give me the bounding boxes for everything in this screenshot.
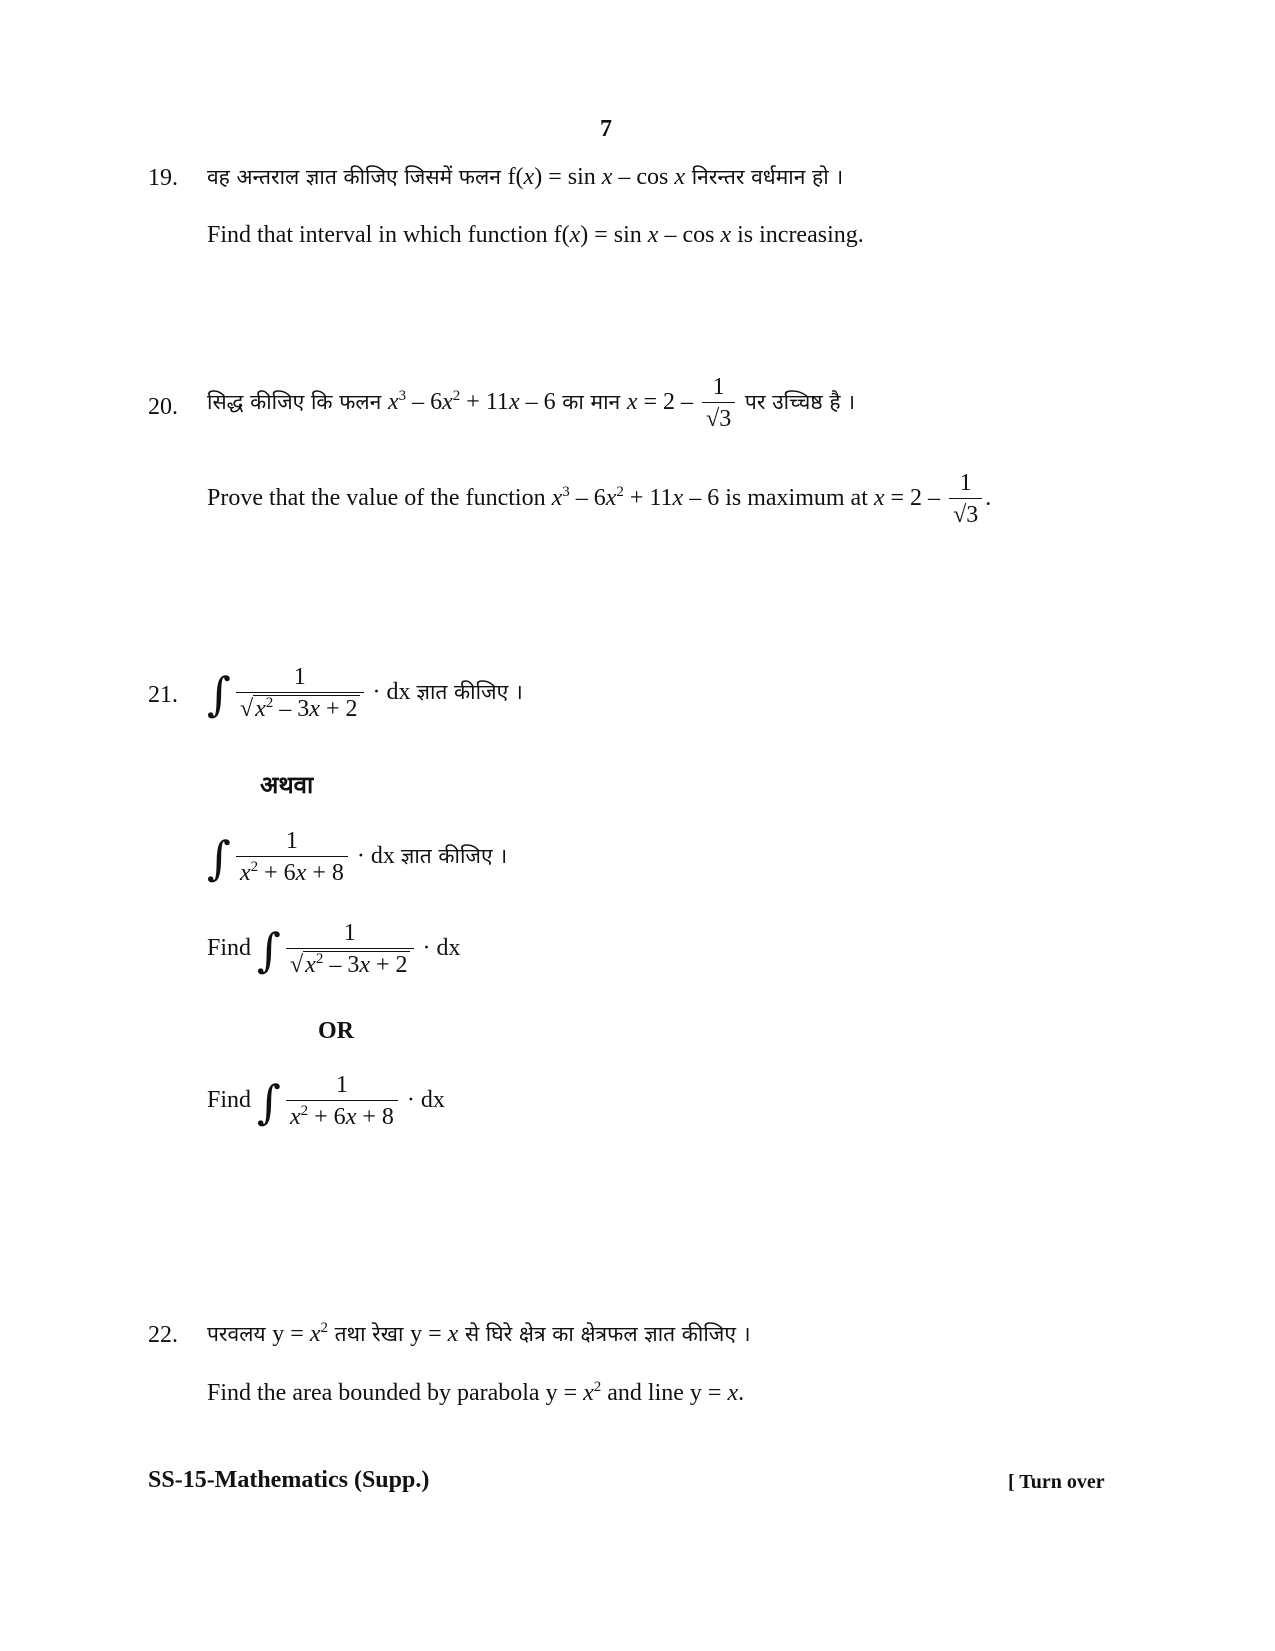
turn-over-label: [ Turn over [1008, 1471, 1105, 1493]
integral-sign-icon: ∫ [257, 922, 281, 977]
q21-integral-a-english: Find ∫ $\frac{1}{√x^2 - 3x + 2}$ · dx [207, 918, 461, 981]
q20-hindi-text: सिद्ध कीजिए कि फलन $x^3 - 6x^2 + 11x - 6$ का मान x = 2 – $\frac{1}{√3}$ पर उच्चिष्ठ है । [207, 372, 855, 435]
q21-integral-b-hindi: ∫ $\frac{1}{x^2 + 6x + 8}$ · dx ज्ञात कीजिए । [207, 826, 507, 889]
question-number-19: 19. [148, 165, 178, 191]
integral-sign-icon: ∫ [207, 830, 231, 885]
q20-fraction-english: $\frac{1}{√3}$ [949, 468, 982, 531]
paper-code: SS-15-Mathematics (Supp.) [148, 1467, 430, 1493]
or-label-english: OR [318, 1018, 354, 1044]
question-number-21: 21. [148, 682, 178, 708]
q20-english-text: Prove that the value of the function $x^3 - 6x^2 + 11x - 6$ is maximum at x = 2 – $\frac{1}{√3}$ . [207, 468, 991, 531]
q20-fraction: $\frac{1}{√3}$ [702, 372, 735, 435]
q21-integral-b-english: Find ∫ $\frac{1}{x^2 + 6x + 8}$ · dx [207, 1070, 445, 1133]
q19-hindi-text: वह अन्तराल ज्ञात कीजिए जिसमें फलन f(x) = sin x – cos x निरन्तर वर्धमान हो । [207, 164, 844, 190]
integral-sign-icon: ∫ [257, 1074, 281, 1129]
q22-english-text: Find the area bounded by parabola $y = x^2$ and line y = x. [207, 1379, 745, 1406]
question-number-22: 22. [148, 1322, 178, 1348]
q22-hindi-text: परवलय $y = x^2$ तथा रेखा y = x से घिरे क्षेत्र का क्षेत्रफल ज्ञात कीजिए । [207, 1320, 751, 1347]
q19-english-text: Find that interval in which function f(x) = sin x – cos x is increasing. [207, 222, 864, 248]
or-label-hindi: अथवा [260, 771, 314, 799]
q21-integral-a-hindi: ∫ $\frac{1}{√x^2 - 3x + 2}$ · dx ज्ञात कीजिए । [207, 662, 523, 725]
question-number-20: 20. [148, 394, 178, 420]
page-number: 7 [600, 116, 612, 142]
integral-sign-icon: ∫ [207, 666, 231, 721]
